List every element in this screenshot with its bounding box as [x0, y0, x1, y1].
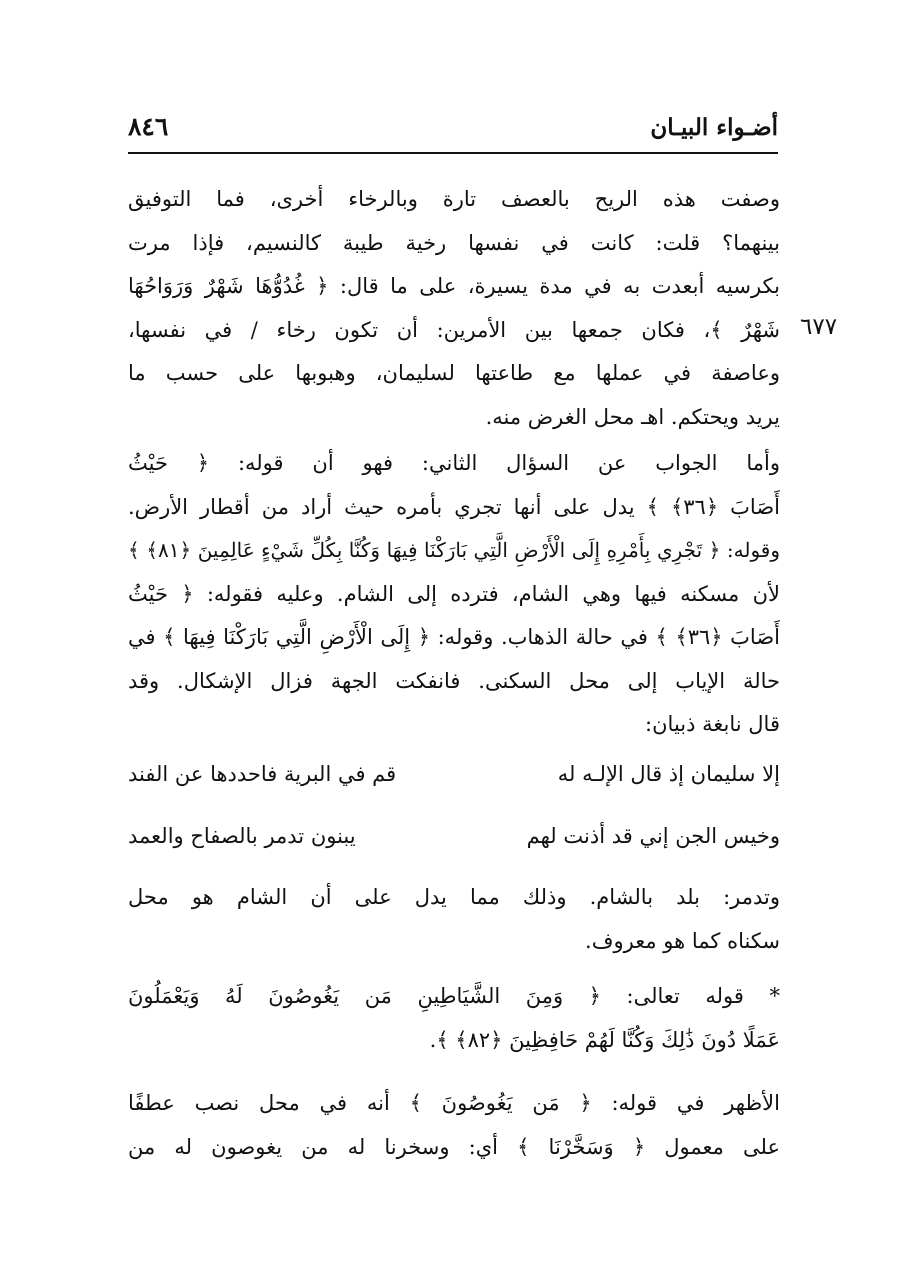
text-line: أَصَابَ ﴿٣٦﴾ ﴾ يدل على أنها تجري بأمره حيث أراد من أقطار الأرض. — [128, 494, 780, 519]
paragraph-divers — [128, 1082, 780, 1169]
page-number: ٨٤٦ — [128, 112, 169, 141]
text-line: وأما الجواب عن السؤال الثاني: فهو أن قوله: ﴿ حَيْثُ — [128, 451, 780, 475]
text-line: لأن مسكنه فيها وهي الشام، فترده إلى الشام. وعليه فقوله: ﴿ حَيْثُ — [128, 581, 780, 606]
text-line: وصفت هذه الريح بالعصف تارة وبالرخاء أخرى، فما التوفيق — [128, 187, 780, 211]
paragraph-second-answer — [128, 442, 780, 747]
paragraph-verse-heading — [128, 975, 780, 1062]
text-line: عَمَلًا دُونَ ذَٰلِكَ وَكُنَّا لَهُمْ حَافِظِينَ ﴿٨٢﴾ ﴾. — [429, 1027, 780, 1052]
text-line: أَصَابَ ﴿٣٦﴾ ﴾ في حالة الذهاب. وقوله: ﴿ إِلَى الْأَرْضِ الَّتِي بَارَكْنَا فِيهَا ﴾ في — [128, 625, 780, 649]
poem-verse — [128, 824, 780, 864]
text-line: حالة الإياب إلى محل السكنى. فانفكت الجهة فزال الإشكال. وقد — [128, 668, 780, 693]
page-header — [128, 112, 778, 154]
text-line: يريد ويحتكم. اهـ محل الغرض منه. — [485, 404, 780, 429]
book-title: أضـواء البيـان — [650, 114, 778, 141]
margin-page-reference: ٦٧٧ — [800, 314, 838, 340]
poem-verse — [128, 762, 780, 802]
paragraph-wind-description — [128, 178, 780, 439]
text-line: سكناه كما هو معروف. — [585, 928, 780, 953]
text-line: وقوله: ﴿ تَجْرِي بِأَمْرِهِ إِلَى الْأَرْضِ الَّتِي بَارَكْنَا فِيهَا وَكُنَّا بِكُلِّ شَيْءٍ عَالِمِينَ ﴿٨١﴾ ﴾ — [128, 538, 780, 562]
text-line: * قوله تعالى: ﴿ وَمِنَ الشَّيَاطِينِ مَن يَغُوصُونَ لَهُ وَيَعْمَلُونَ — [128, 984, 780, 1008]
poem-hemistich-second: يبنون تدمر بالصفاح والعمد — [128, 824, 356, 848]
text-line: بينهما؟ قلت: كانت في نفسها رخية طيبة كالنسيم، فإذا مرت — [128, 230, 780, 255]
text-line: بكرسيه أبعدت به في مدة يسيرة، على ما قال: ﴿ غُدُوُّهَا شَهْرٌ وَرَوَاحُهَا — [128, 274, 780, 298]
text-line: قال نابغة ذبيان: — [645, 712, 780, 736]
text-line: وتدمر: بلد بالشام. وذلك مما يدل على أن الشام هو محل — [128, 885, 780, 909]
text-line: الأظهر في قوله: ﴿ مَن يَغُوصُونَ ﴾ أنه في محل نصب عطفًا — [128, 1091, 780, 1115]
poem-hemistich-first: إلا سليمان إذ قال الإلـه له — [557, 762, 780, 786]
poem-hemistich-second: قم في البرية فاحددها عن الفند — [128, 762, 397, 786]
text-line: على معمول ﴿ وَسَخَّرْنَا ﴾ أي: وسخرنا له من يغوصون له من — [128, 1134, 780, 1159]
paragraph-tadmur — [128, 876, 780, 963]
text-line: شَهْرٌ ﴾، فكان جمعها بين الأمرين: أن تكون رخاء / في نفسها، — [128, 317, 780, 342]
poem-hemistich-first: وخيس الجن إني قد أذنت لهم — [526, 824, 780, 848]
text-line: وعاصفة في عملها مع طاعتها لسليمان، وهبوبها على حسب ما — [128, 361, 780, 385]
